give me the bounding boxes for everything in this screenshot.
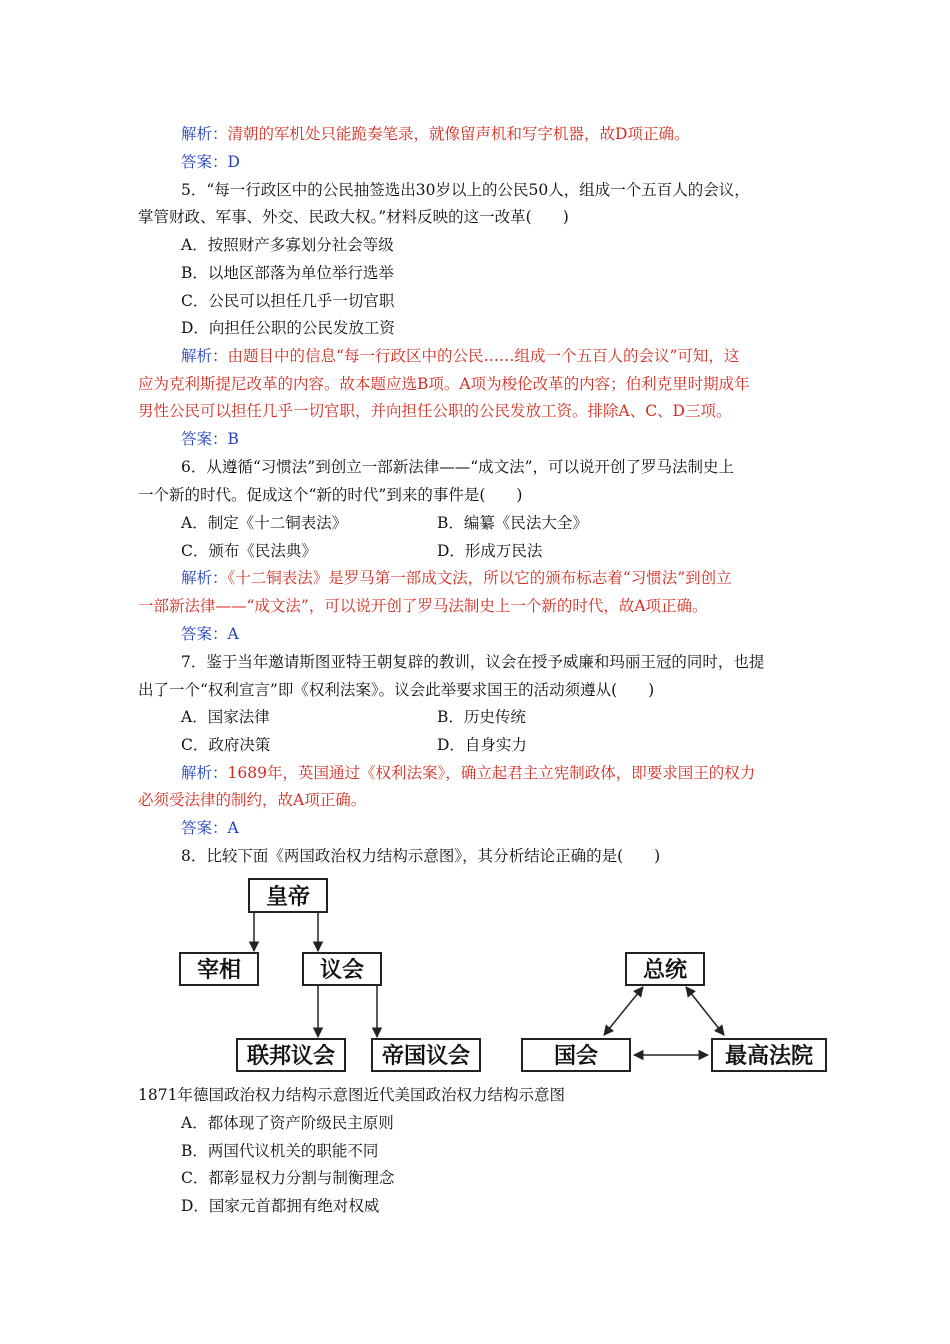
q7-answer-label: 答案：	[181, 819, 228, 837]
q4-analysis-text: 清朝的军机处只能跪奏笔录，就像留声机和写字机器，故D项正确。	[227, 125, 690, 143]
q7-analysis-line2: 必须受法律的制约，故A项正确。	[138, 791, 367, 809]
q8-option-a: A．都体现了资产阶级民主原则	[181, 1114, 394, 1132]
q5-answer-label: 答案：	[181, 430, 228, 448]
q7-stem-line1: 7．鉴于当年邀请斯图亚特王朝复辟的教训，议会在授予威廉和玛丽王冠的同时，也提	[181, 653, 765, 671]
q5-analysis-label: 解析：	[181, 347, 228, 365]
q6-analysis-label: 解析：	[181, 569, 228, 587]
q5-option-a: A．按照财产多寡划分社会等级	[181, 236, 394, 254]
germany-chancellor-label: 宰相	[196, 958, 242, 983]
q8-option-d: D．国家元首都拥有绝对权威	[181, 1197, 380, 1215]
q8-diagram-caption: 1871年德国政治权力结构示意图近代美国政治权力结构示意图	[138, 1086, 565, 1104]
q6-stem-line1: 6．从遵循“习惯法”到创立一部新法律——“成文法”，可以说开创了罗马法制史上	[181, 458, 735, 476]
q5-analysis-line3: 男性公民可以担任几乎一切官职，并向担任公职的公民发放工资。排除A、C、D三项。	[138, 402, 732, 420]
q6-answer-label: 答案：	[181, 625, 228, 643]
germany-federal-council-label: 联邦议会	[246, 1044, 336, 1069]
q5-analysis-line2: 应为克利斯提尼改革的内容。故本题应选B项。A项为梭伦改革的内容；伯利克里时期成年	[138, 375, 750, 393]
q5-stem-line1: 5．“每一行政区中的公民抽签选出30岁以上的公民50人，组成一个五百人的会议，	[181, 181, 750, 199]
q8-option-c: C．都彰显权力分割与制衡理念	[181, 1169, 395, 1187]
q7-answer-value: A	[227, 819, 239, 837]
germany-emperor-label: 皇帝	[265, 885, 311, 910]
q7-stem-line2: 出了一个“权利宣言”即《权利法案》。议会此举要求国王的活动须遵从( )	[138, 681, 655, 699]
q4-answer-label: 答案：	[181, 153, 228, 171]
usa-president-label: 总统	[642, 958, 688, 983]
q8-stem: 8．比较下面《两国政治权力结构示意图》，其分析结论正确的是( )	[181, 847, 661, 865]
arrow-president-congress	[604, 987, 643, 1035]
q7-analysis-label: 解析：	[181, 764, 228, 782]
germany-reichstag-label: 帝国议会	[381, 1044, 471, 1069]
q5-analysis-text1: 由题目中的信息“每一行政区中的公民……组成一个五百人的会议”可知，这	[227, 347, 740, 365]
arrow-president-supreme-court	[686, 987, 724, 1035]
q6-option-c: C．颁布《民法典》	[181, 542, 317, 560]
q6-option-a: A．制定《十二铜表法》	[181, 514, 348, 532]
usa-diagram	[522, 953, 826, 1071]
q6-analysis-text1: 《十二铜表法》是罗马第一部成文法，所以它的颁布标志着“习惯法”到创立	[227, 569, 732, 587]
q7-option-a: A．国家法律	[181, 708, 270, 726]
q7-analysis-text1: 1689年，英国通过《权利法案》，确立起君主立宪制政体，即要求国王的权力	[227, 764, 756, 782]
germany-diagram	[180, 879, 480, 1071]
q8-option-b: B．两国代议机关的职能不同	[181, 1142, 379, 1160]
q5-option-d: D．向担任公职的公民发放工资	[181, 319, 395, 337]
usa-supreme-court-label: 最高法院	[724, 1044, 814, 1069]
q4-answer-value: D	[227, 153, 240, 171]
q7-option-d: D．自身实力	[437, 736, 527, 754]
q4-analysis-label: 解析：	[181, 125, 228, 143]
q5-option-c: C．公民可以担任几乎一切官职	[181, 292, 395, 310]
q6-option-d: D．形成万民法	[437, 542, 543, 560]
q7-option-b: B．历史传统	[437, 708, 526, 726]
q7-option-c: C．政府决策	[181, 736, 271, 754]
germany-parliament-label: 议会	[319, 958, 365, 983]
q6-answer-value: A	[227, 625, 239, 643]
q6-stem-line2: 一个新的时代。促成这个“新的时代”到来的事件是( )	[138, 486, 523, 504]
q5-answer-value: B	[227, 430, 239, 448]
usa-congress-label: 国会	[553, 1044, 599, 1069]
q6-analysis-line2: 一部新法律——“成文法”，可以说开创了罗马法制史上一个新的时代，故A项正确。	[138, 597, 708, 615]
q6-option-b: B．编纂《民法大全》	[437, 514, 588, 532]
q5-stem-line2: 掌管财政、军事、外交、民政大权。”材料反映的这一改革( )	[138, 208, 569, 226]
q5-option-b: B．以地区部落为单位举行选举	[181, 264, 394, 282]
